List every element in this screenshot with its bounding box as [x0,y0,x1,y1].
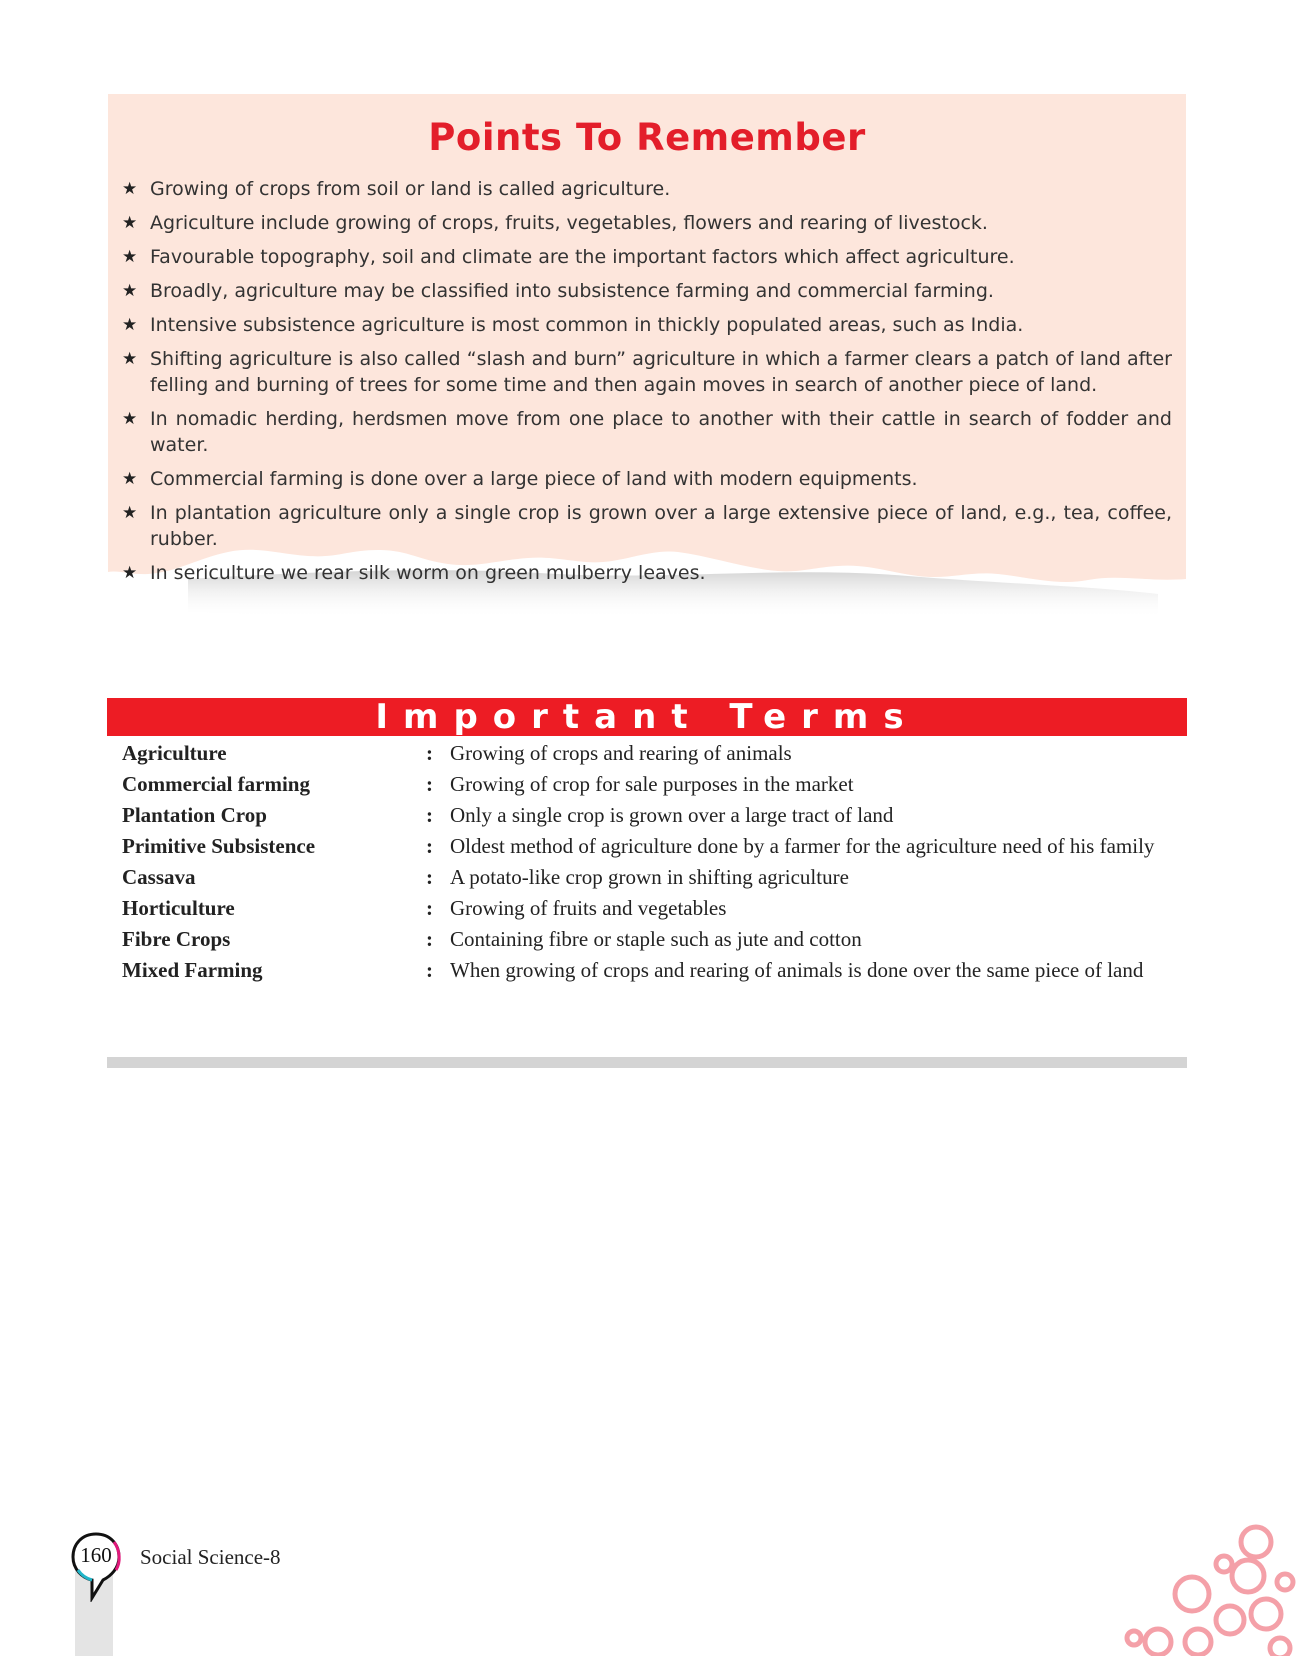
term-separator: : [426,834,433,858]
term-separator: : [426,741,433,765]
term-separator: : [426,927,433,951]
star-icon: ★ [122,349,138,369]
list-item-text: Broadly, agriculture may be classified into subsistence farming and commercial farming. [150,280,994,302]
star-icon: ★ [122,213,138,233]
term-separator: : [426,896,433,920]
points-to-remember-box [108,94,1186,620]
star-icon: ★ [122,469,138,489]
decorative-bubbles-icon [1120,1516,1296,1656]
points-to-remember-title: Points To Remember [428,116,866,159]
term-name: Plantation Crop [122,803,267,827]
list-item-text: In plantation agriculture only a single crop is grown over a large extensive piece of land, e.g., tea, coffee, rubber. [150,502,1172,550]
term-separator: : [426,958,433,982]
term-separator: : [426,803,433,827]
term-definition: Only a single crop is grown over a large tract of land [450,803,894,827]
term-name: Agriculture [122,741,227,765]
table-row [122,957,1174,988]
table-row [122,926,1174,957]
table-row [122,740,1174,771]
points-list [122,176,1172,594]
list-item-text: Favourable topography, soil and climate are the important factors which affect agriculture. [150,246,1015,268]
list-item [122,346,1172,398]
table-row [122,833,1174,864]
term-name: Fibre Crops [122,927,231,951]
term-name: Horticulture [122,896,235,920]
list-item [122,560,1172,586]
star-icon: ★ [122,563,138,583]
list-item-text: In sericulture we rear silk worm on green mulberry leaves. [150,562,706,584]
page-number: 160 [80,1543,112,1567]
list-item [122,244,1172,270]
star-icon: ★ [122,281,138,301]
star-icon: ★ [122,247,138,267]
list-item [122,278,1172,304]
list-item [122,312,1172,338]
table-row [122,802,1174,833]
term-name: Cassava [122,865,196,889]
table-row [122,864,1174,895]
star-icon: ★ [122,503,138,523]
list-item [122,466,1172,492]
star-icon: ★ [122,315,138,335]
important-terms-table [122,740,1174,988]
list-item-text: In nomadic herding, herdsmen move from one place to another with their cattle in search of fodder and water. [150,408,1172,456]
book-title: Social Science-8 [140,1545,281,1569]
term-separator: : [426,772,433,796]
term-definition: Growing of crops and rearing of animals [450,741,792,765]
list-item [122,500,1172,552]
term-name: Primitive Subsistence [122,834,316,858]
list-item-text: Commercial farming is done over a large piece of land with modern equipments. [150,468,918,490]
term-name: Mixed Farming [122,958,263,982]
star-icon: ★ [122,409,138,429]
term-separator: : [426,865,433,889]
list-item-text: Shifting agriculture is also called “slash and burn” agriculture in which a farmer clears a patch of land after felling and burning of trees for some time and then again moves in search of another piece of land. [150,348,1172,396]
term-definition: Growing of crop for sale purposes in the market [450,772,854,796]
term-definition: Containing fibre or staple such as jute and cotton [450,927,862,951]
term-definition: Oldest method of agriculture done by a farmer for the agriculture need of his family [450,834,1155,858]
term-name: Commercial farming [122,772,310,796]
list-item [122,406,1172,458]
table-row [122,771,1174,802]
important-terms-banner [107,698,1187,736]
list-item [122,176,1172,202]
list-item-text: Growing of crops from soil or land is called agriculture. [150,178,671,200]
term-definition: Growing of fruits and vegetables [450,896,727,920]
term-definition: When growing of crops and rearing of animals is done over the same piece of land [450,958,1144,982]
list-item-text: Intensive subsistence agriculture is most common in thickly populated areas, such as India. [150,314,1024,336]
list-item-text: Agriculture include growing of crops, fruits, vegetables, flowers and rearing of livestock. [150,212,988,234]
important-terms-title: Important Terms [375,697,919,737]
term-definition: A potato-like crop grown in shifting agriculture [450,865,849,889]
list-item [122,210,1172,236]
terms-bottom-divider [107,1057,1187,1068]
star-icon: ★ [122,179,138,199]
table-row [122,895,1174,926]
